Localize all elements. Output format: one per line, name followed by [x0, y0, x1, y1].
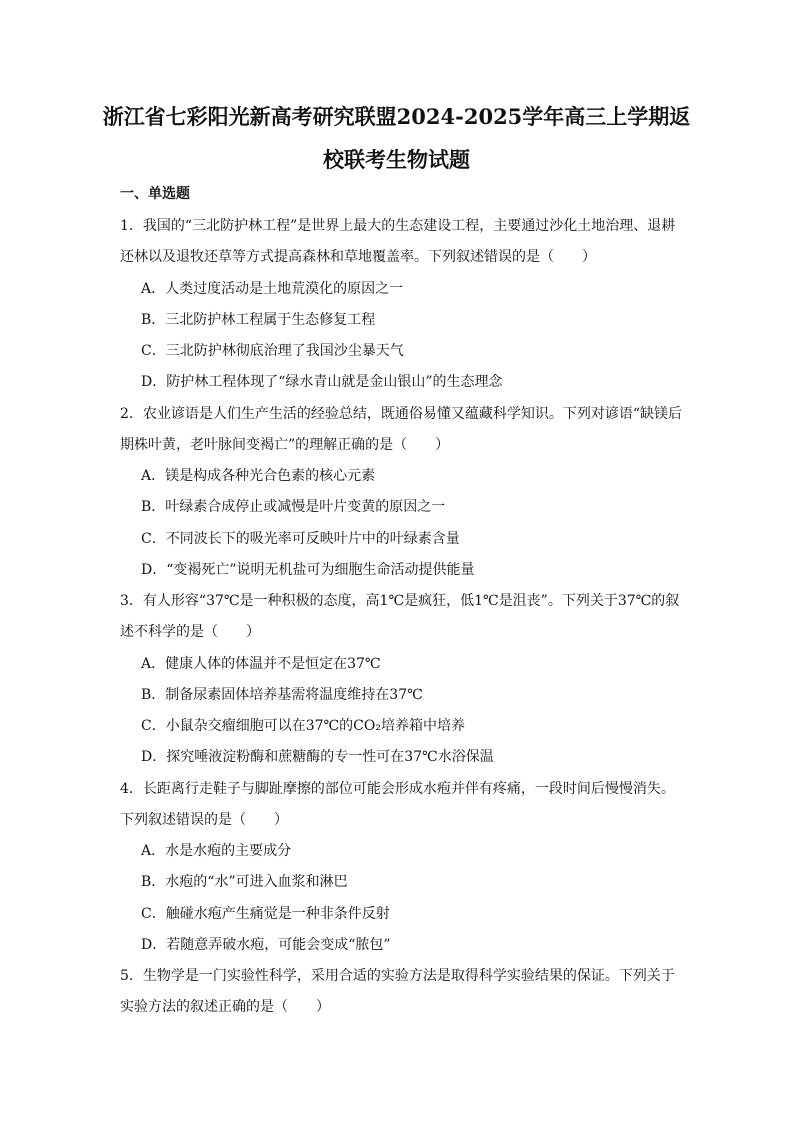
- document-title-line-2: 校联考生物试题: [323, 147, 470, 172]
- question-4-option-c: C．触碰水疱产生痛觉是一种非条件反射: [141, 906, 390, 922]
- question-2-option-c: C．不同波长下的吸光率可反映叶片中的叶绿素含量: [141, 531, 460, 547]
- question-2-stem-line-1: 2．农业谚语是人们生产生活的经验总结，既通俗易懂又蕴藏科学知识。下列对谚语“缺镁后: [120, 406, 683, 422]
- question-4-option-b: B．水疱的“水”可进入血浆和淋巴: [141, 874, 348, 890]
- question-2-option-d: D．“变褐死亡”说明无机盐可为细胞生命活动提供能量: [141, 562, 475, 578]
- question-1-option-b: B．三北防护林工程属于生态修复工程: [141, 312, 376, 328]
- document-title-line-1: 浙江省七彩阳光新高考研究联盟2024-2025学年高三上学期返: [102, 104, 691, 129]
- question-2-option-b: B．叶绿素合成停止或减慢是叶片变黄的原因之一: [141, 499, 446, 515]
- question-3-option-b: B．制备尿素固体培养基需将温度维持在37℃: [141, 687, 423, 703]
- question-5-stem-line-1: 5．生物学是一门实验性科学，采用合适的实验方法是取得科学实验结果的保证。下列关于: [120, 968, 675, 984]
- question-1-option-c: C．三北防护林彻底治理了我国沙尘暴天气: [141, 343, 404, 359]
- question-1-stem-line-1: 1．我国的“三北防护林工程”是世界上最大的生态建设工程，主要通过沙化土地治理、退耕: [120, 218, 676, 234]
- question-1-stem-line-2: 还林以及退牧还草等方式提高森林和草地覆盖率。下列叙述错误的是（ ）: [120, 249, 596, 265]
- question-4-option-d: D．若随意弄破水疱，可能会变成“脓包”: [141, 937, 391, 953]
- question-3-option-d: D．探究唾液淀粉酶和蔗糖酶的专一性可在37℃水浴保温: [141, 749, 494, 765]
- question-4-option-a: A．水是水疱的主要成分: [141, 843, 292, 859]
- question-3-option-c: C．小鼠杂交瘤细胞可以在37℃的CO₂培养箱中培养: [141, 718, 465, 734]
- question-1-option-a: A．人类过度活动是土地荒漠化的原因之一: [141, 281, 404, 297]
- section-heading: 一、单选题: [120, 186, 190, 202]
- question-3-stem-line-2: 述不科学的是（ ）: [120, 624, 260, 640]
- question-3-stem-line-1: 3．有人形容“37℃是一种积极的态度，高1℃是疯狂，低1℃是沮丧”。下列关于37℃的叙: [120, 593, 680, 609]
- question-2-stem-line-2: 期株叶黄，老叶脉间变褐亡”的理解正确的是（ ）: [120, 437, 450, 453]
- question-3-option-a: A．健康人体的体温并不是恒定在37℃: [141, 656, 381, 672]
- question-5-stem-line-2: 实验方法的叙述正确的是（ ）: [120, 999, 330, 1015]
- question-1-option-d: D．防护林工程体现了“绿水青山就是金山银山”的生态理念: [141, 374, 503, 390]
- question-4-stem-line-1: 4．长距离行走鞋子与脚趾摩擦的部位可能会形成水疱并伴有疼痛，一段时间后慢慢消失。: [120, 781, 675, 797]
- question-4-stem-line-2: 下列叙述错误的是（ ）: [120, 812, 288, 828]
- question-2-option-a: A．镁是构成各种光合色素的核心元素: [141, 468, 376, 484]
